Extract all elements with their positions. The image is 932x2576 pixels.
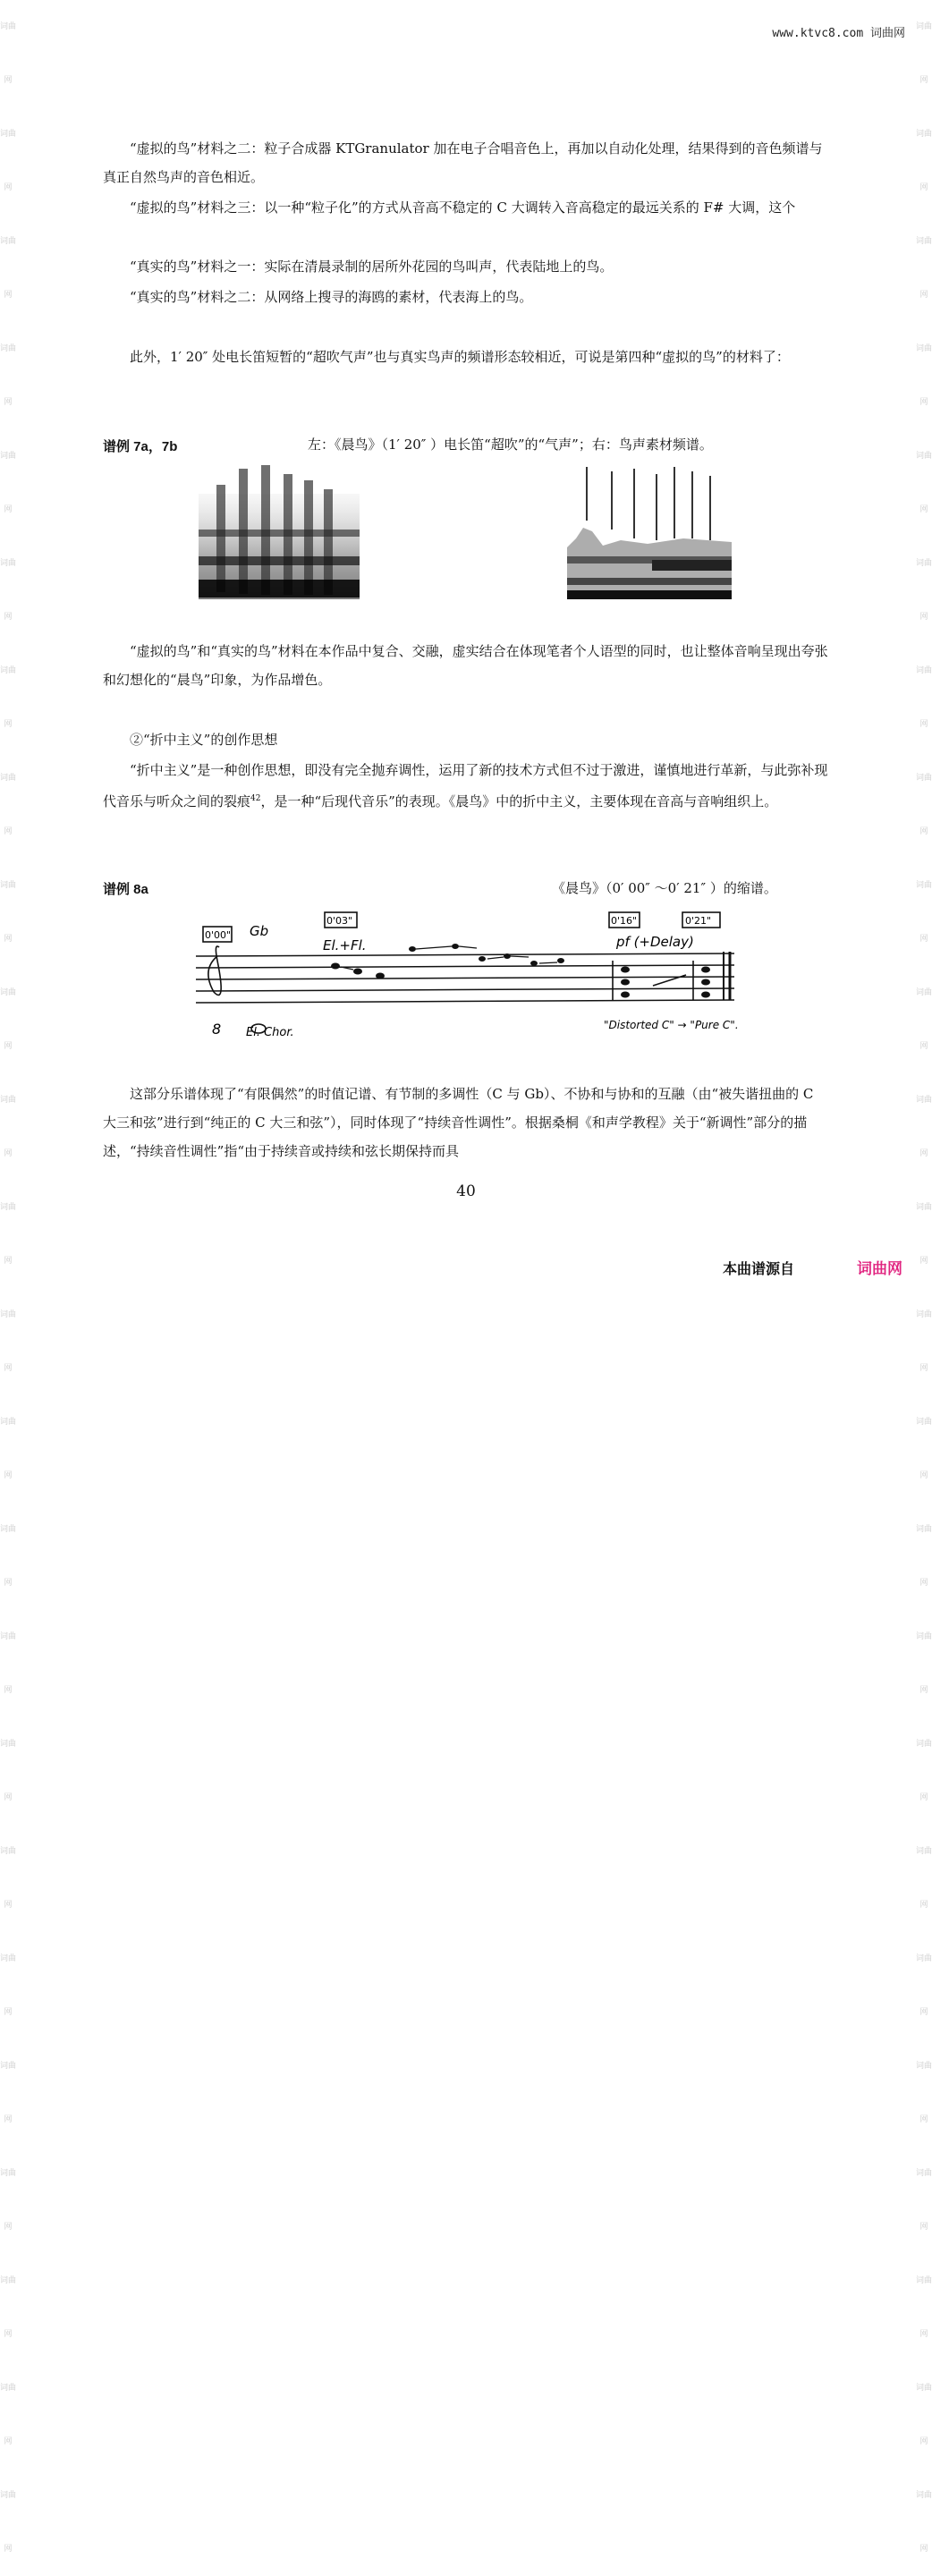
- paragraph-flute-breath: 此外，1′ 20″ 处电长笛短暂的“超吹气声”也与真实鸟声的频谱形态较相近，可说是第四种“虚拟的鸟”的材料了：: [130, 349, 790, 365]
- instrument-flute-label: El.+Fl.: [323, 937, 367, 953]
- example-7-caption: 左：《晨鸟》（1′ 20″ ）电长笛“超吹”的“气声”；右：鸟声素材频谱。: [308, 436, 713, 453]
- instrument-chorus-label: El. Chor.: [246, 1026, 294, 1039]
- flute-breath-spectrogram: [199, 458, 360, 599]
- svg-text:8: 8: [212, 1021, 222, 1038]
- reduced-score: [192, 907, 740, 1041]
- paragraph-real-bird-2: “真实的鸟”材料之二：从网络上搜寻的海鸥的素材，代表海上的鸟。: [130, 289, 533, 305]
- gb-chord-label: Gb: [250, 923, 269, 939]
- paragraph-eclecticism: [103, 756, 829, 816]
- example-8-label: 谱例 8a: [103, 882, 148, 897]
- example-7-label: 谱例 7a，7b: [103, 439, 178, 454]
- paragraph-real-bird-1: “真实的鸟”材料之一：实际在清晨录制的居所外花园的鸟叫声，代表陆地上的鸟。: [130, 258, 614, 275]
- eclecticism-text-a: “折中主义”是一种创作思想，即没有完全抛弃调性，运用了新的技术方式但不过于激进，谨慎地进行革新，与此弥补现代音乐与听众之间的裂痕: [103, 762, 828, 809]
- dynamic-marking: pf (+Delay): [616, 934, 694, 950]
- example-8-caption: 《晨鸟》（0′ 00″ ～0′ 21″ ）的缩谱。: [552, 880, 777, 896]
- footer-source-text: 本曲谱源自: [723, 1260, 795, 1277]
- paragraph-virtual-bird-2: “虚拟的鸟”材料之二：粒子合成器 KTGranulator 加在电子合唱音色上，再加以自动化处理，结果得到的音色频谱与真正自然鸟声的音色相近。: [103, 140, 823, 185]
- distorted-to-pure-note: "Distorted C" → "Pure C".: [604, 1019, 739, 1031]
- time-marker-0003: 0'03": [326, 915, 353, 927]
- right-watermark-strip: 词曲网 词曲网 词曲网 词曲网 词曲网 词曲网 词曲网 词曲网 词曲网 词曲网 词曲网 词曲网 词曲网 词曲网 词曲网 词曲网 词曲网 词曲网 词曲网 词曲网 词曲网 词曲网 词曲网 词曲网: [916, 22, 932, 2554]
- paragraph-virtual-bird-3: “虚拟的鸟”材料之三：以一种“粒子化”的方式从音高不稳定的 C 大调转入音高稳定的最远关系的 F# 大调，这个: [130, 199, 796, 216]
- footnote-ref[interactable]: 42: [250, 794, 261, 803]
- footer-site-logo[interactable]: 词曲网: [857, 1260, 902, 1278]
- site-url[interactable]: www.ktvc8.com: [772, 27, 864, 40]
- paragraph-score-analysis: 这部分乐谱体现了“有限偶然”的时值记谱、有节制的多调性（C 与 Gb）、不协和与协和的互融（由“被失谐扭曲的 C 大三和弦”进行到“纯正的 C 大三和弦”），同时体现了“持续音性调性”。根据桑桐《和声学教程》关于“新调性”部分的描述，“持续音性调性”指“由于持续音或持续和弦长期保持而具: [103, 1086, 814, 1159]
- eclecticism-text-b: ，是一种“后现代音乐”的表现。《晨鸟》中的折中主义，主要体现在音高与音响组织上。: [260, 793, 778, 809]
- site-header: [772, 23, 905, 40]
- site-name: 词曲网: [869, 27, 905, 40]
- paragraph-combination: “虚拟的鸟”和“真实的鸟”材料在本作品中复合、交融，虚实结合在体现笔者个人语型的同时，也让整体音响呈现出夸张和幻想化的“晨鸟”印象，为作品增色。: [103, 643, 828, 688]
- time-marker-0000: 0'00": [205, 929, 232, 941]
- time-marker-0016: 0'16": [611, 915, 638, 927]
- time-marker-0021: 0'21": [685, 915, 712, 927]
- left-watermark-strip: 词曲网 词曲网 词曲网 词曲网 词曲网 词曲网 词曲网 词曲网 词曲网 词曲网 词曲网 词曲网 词曲网 词曲网 词曲网 词曲网 词曲网 词曲网 词曲网 词曲网 词曲网 词曲网 词曲网 词曲网: [0, 22, 17, 2554]
- page-number: 40: [456, 1182, 476, 1200]
- birdsong-spectrogram: [567, 467, 732, 599]
- section-heading-eclecticism: ②“折中主义”的创作思想: [130, 732, 278, 748]
